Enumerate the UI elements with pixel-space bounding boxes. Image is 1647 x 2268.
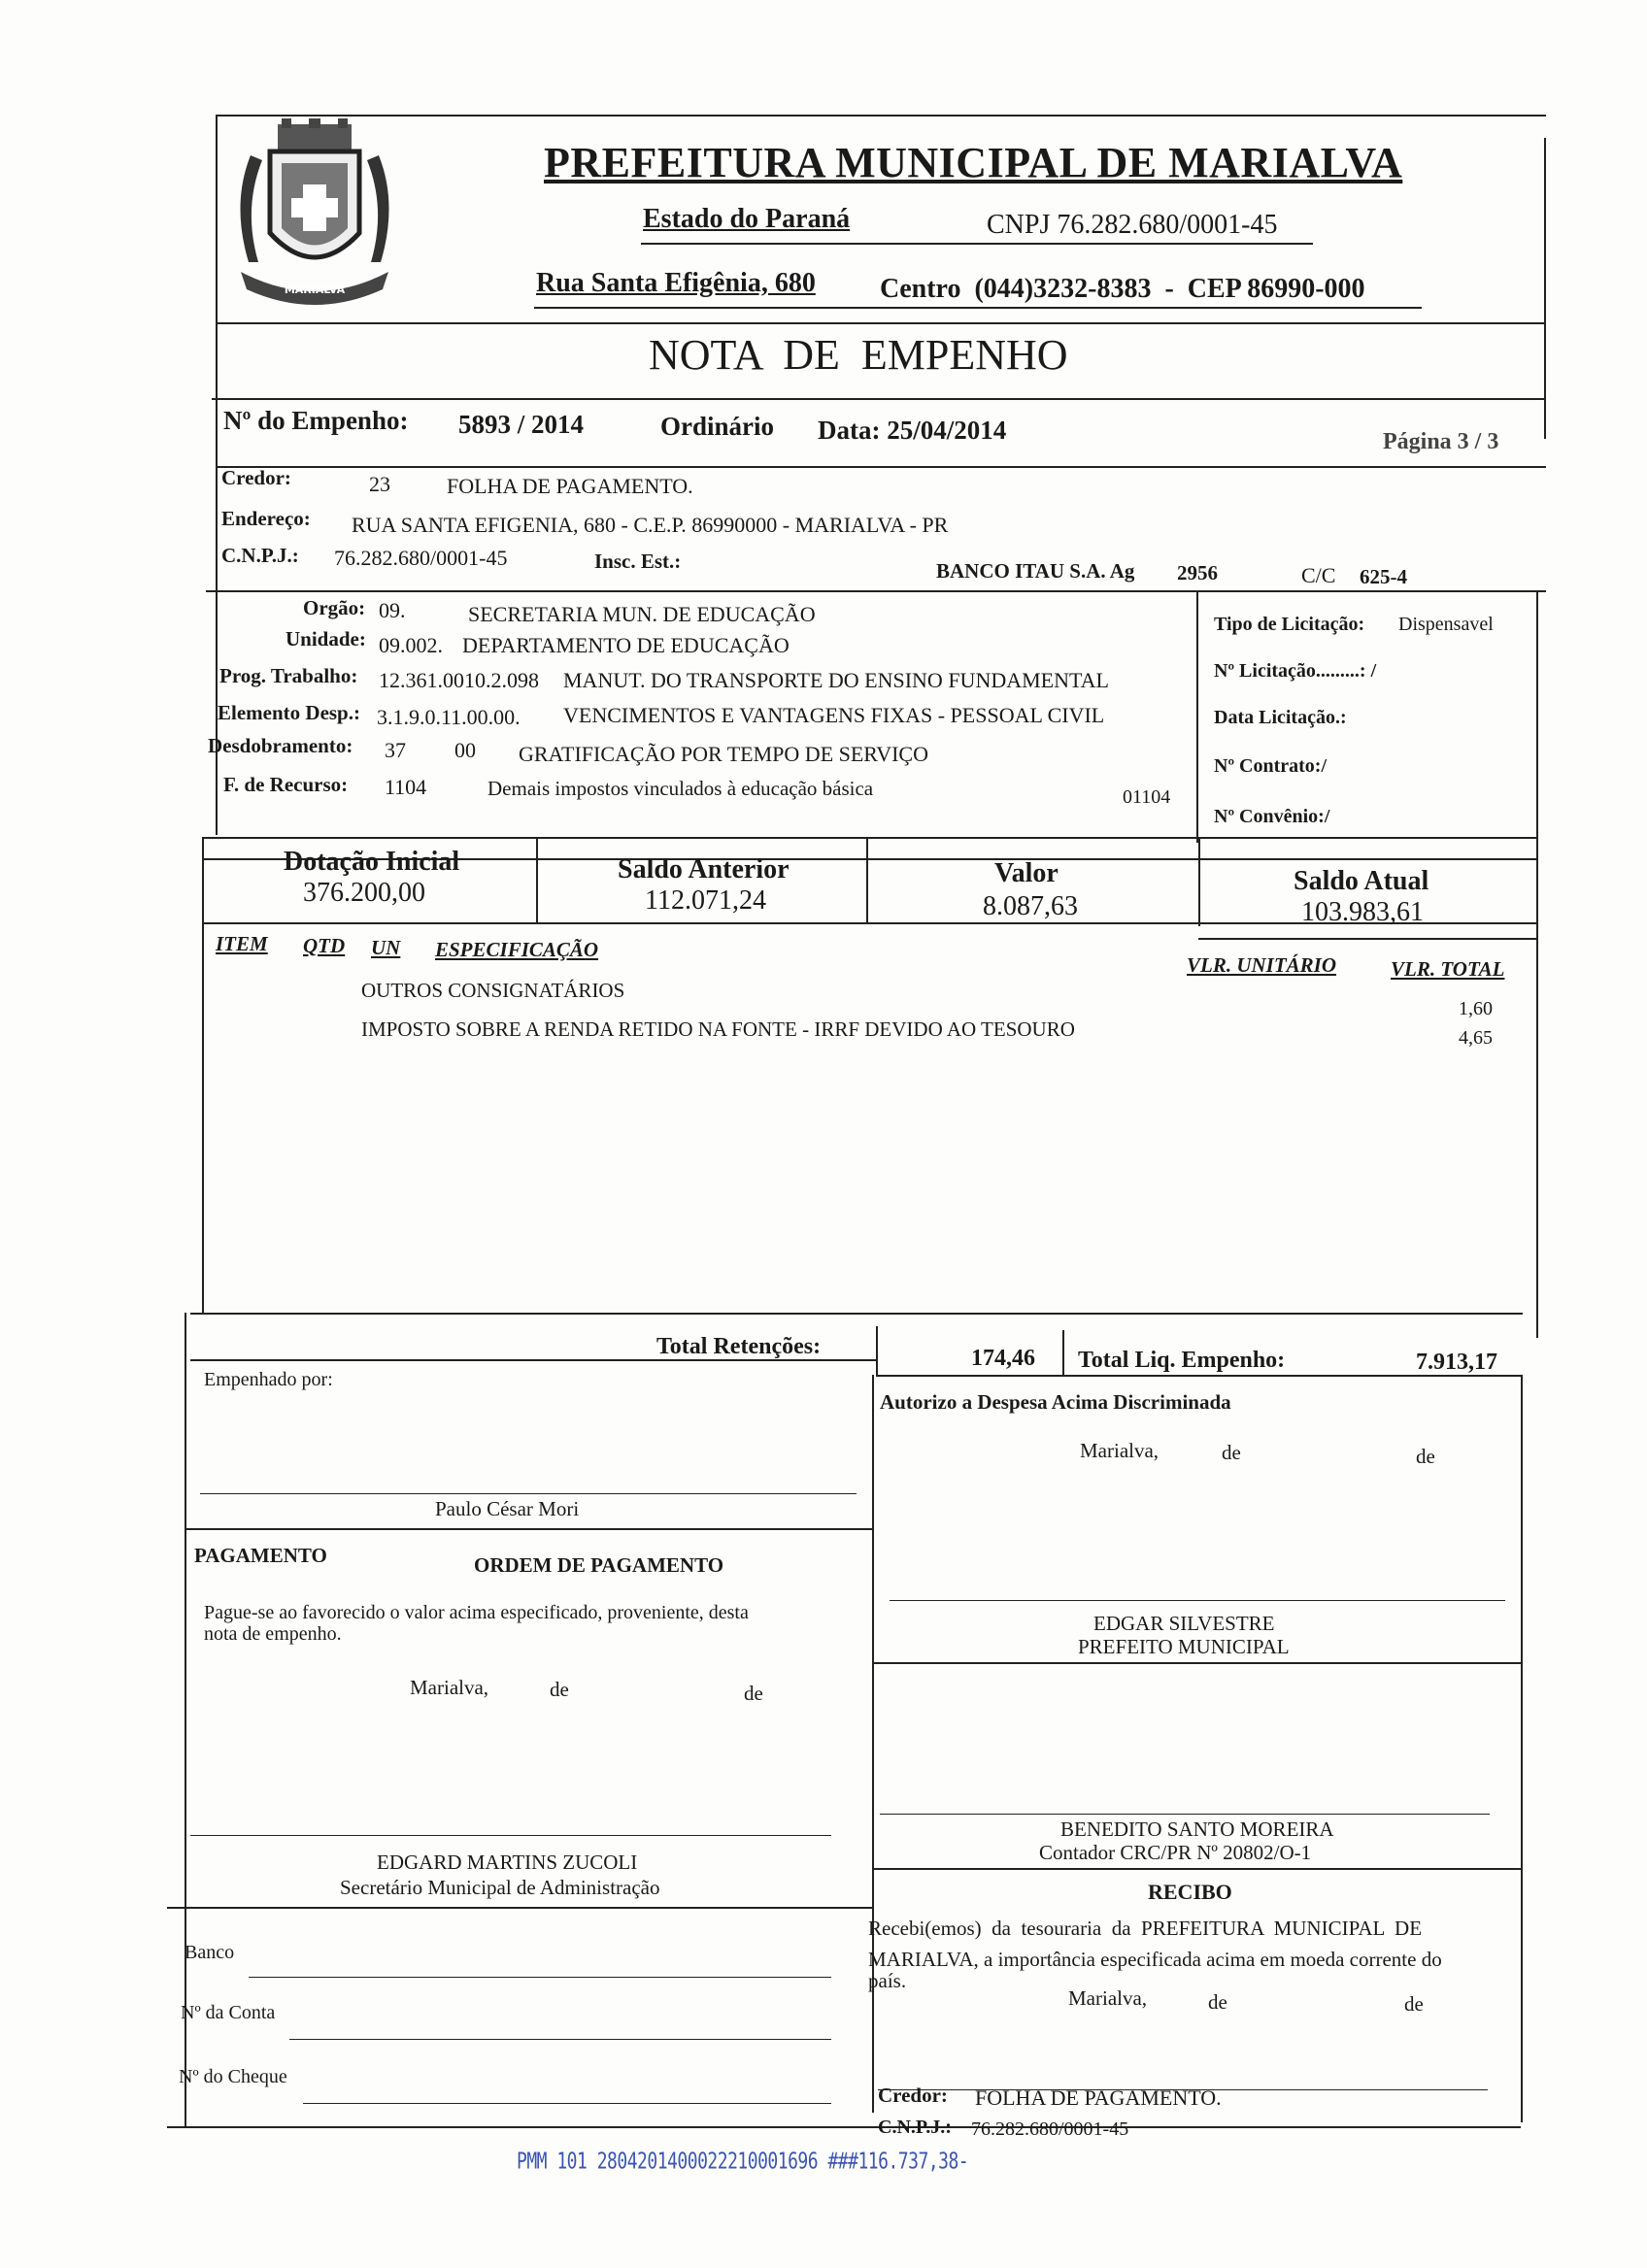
licitacao-tipo-value: Dispensavel [1398,614,1494,635]
credor-code: 23 [369,472,390,496]
rec-label: F. de Recurso: [223,773,349,796]
bank-agency: 2956 [1177,561,1218,584]
recibo-text-2: MARIALVA, a importância especificada acima em moeda corrente do [868,1948,1442,1971]
autorizo-marialva: Marialva, [1080,1439,1160,1462]
pagamento-de-1: de [550,1678,569,1701]
header-cnpj: CNPJ 76.282.680/0001-45 [987,210,1278,240]
dotacao-label: Dotação Inicial [284,847,460,877]
saldo-atual-label: Saldo Atual [1294,866,1429,896]
pagamento-de-2: de [744,1682,763,1705]
items-header-vlr-unit: VLR. UNITÁRIO [1187,953,1337,977]
header-address: Rua Santa Efigênia, 680 [536,268,816,298]
items-header-qtd: QTD [303,934,346,957]
print-stamp: PMM 101 2804201400022210001696 ###116.737,38- [517,2148,969,2176]
recibo-title: RECIBO [1148,1880,1232,1904]
prog-name: MANUT. DO TRANSPORTE DO ENSINO FUNDAMENTAL [563,668,1109,692]
secretario-role: Secretário Municipal de Administração [340,1876,660,1899]
autorizo-de-1: de [1222,1441,1241,1464]
cnpj-label: C.N.P.J.: [221,544,299,567]
unidade-code: 09.002. [379,633,443,657]
elem-name: VENCIMENTOS E VANTAGENS FIXAS - PESSOAL CIVIL [563,703,1105,727]
retencoes-label: Total Retenções: [656,1334,822,1359]
items-header-item: ITEM [216,932,268,955]
credor-label: Credor: [221,466,291,489]
header-title: PREFEITURA MUNICIPAL DE MARIALVA [544,139,1403,186]
contador-name: BENEDITO SANTO MOREIRA [1060,1818,1334,1841]
pagamento-label: PAGAMENTO [194,1544,327,1567]
credor-address: RUA SANTA EFIGENIA, 680 - C.E.P. 86990000 - MARIALVA - PR [352,513,949,537]
rec-code: 1104 [385,775,427,799]
empenho-number: 5893 / 2014 [458,410,585,439]
pague-text-1: Pague-se ao favorecido o valor acima especificado, proveniente, desta [204,1602,749,1623]
recibo-marialva: Marialva, [1068,1986,1148,2010]
recibo-text-3: país. [868,1969,907,1992]
recibo-de-2: de [1404,1992,1424,2016]
recibo-text-1: Recebi(emos) da tesouraria da PREFEITURA MUNICIPAL DE [868,1917,1423,1940]
pagamento-marialva: Marialva, [410,1676,489,1699]
licitacao-contrato: Nº Contrato:/ [1214,755,1328,777]
rec-extra: 01104 [1123,786,1171,808]
elem-code: 3.1.9.0.11.00.00. [377,705,521,729]
header-address-rest: Centro (044)3232-8383 - CEP 86990-000 [880,274,1365,304]
desd-sub: 00 [454,738,476,762]
desd-code: 37 [385,738,406,762]
document-title: NOTA DE EMPENHO [649,331,1068,379]
orgao-label: Orgão: [303,596,366,619]
empenho-label: Nº do Empenho: [223,406,409,435]
autorizo-de-2: de [1416,1445,1435,1468]
orgao-name: SECRETARIA MUN. DE EDUCAÇÃO [468,602,816,626]
footer-credor-label: Credor: [878,2084,948,2107]
empenho-date: Data: 25/04/2014 [818,416,1007,445]
prefeito-name: EDGAR SILVESTRE [1093,1612,1275,1635]
bank-name: BANCO ITAU S.A. Ag [936,559,1135,583]
recibo-de-1: de [1208,1990,1227,2014]
unidade-label: Unidade: [286,627,366,650]
total-liquido-value: 7.913,17 [1416,1350,1497,1375]
cc-number: 625-4 [1360,565,1407,588]
desd-label: Desdobramento: [208,734,353,757]
valor-label: Valor [994,858,1059,888]
dotacao-value: 376.200,00 [303,878,425,908]
cheque-label: Nº do Cheque [179,2066,287,2087]
empenho-page: Página 3 / 3 [1383,429,1499,454]
secretario-name: EDGARD MARTINS ZUCOLI [377,1851,638,1874]
cc-label: C/C [1301,563,1336,587]
licitacao-numero: Nº Licitação.........: / [1214,660,1377,682]
credor-cnpj: 76.282.680/0001-45 [334,546,508,570]
svg-text:MARIALVA: MARIALVA [284,284,346,296]
prog-label: Prog. Trabalho: [219,664,358,687]
credor-name: FOLHA DE PAGAMENTO. [447,474,693,498]
items-header-espec: ESPECIFICAÇÃO [435,938,599,961]
autorizo-label: Autorizo a Despesa Acima Discriminada [880,1390,1231,1414]
elem-label: Elemento Desp.: [218,701,360,724]
licitacao-tipo-label: Tipo de Licitação: [1214,614,1365,635]
item-line-1: OUTROS CONSIGNATÁRIOS [361,979,625,1002]
total-liquido-label: Total Liq. Empenho: [1078,1348,1286,1373]
item-value-2: 4,65 [1459,1027,1493,1049]
footer-cnpj-label: C.N.P.J.: [878,2117,952,2138]
empenhado-name: Paulo César Mori [435,1497,580,1520]
orgao-code: 09. [379,598,406,622]
rec-name: Demais impostos vinculados à educação básica [487,777,874,800]
item-line-2: IMPOSTO SOBRE A RENDA RETIDO NA FONTE - IRRF DEVIDO AO TESOURO [361,1017,1075,1041]
footer-credor-name: FOLHA DE PAGAMENTO. [975,2085,1222,2110]
valor-value: 8.087,63 [983,891,1078,921]
ordem-pagamento-label: ORDEM DE PAGAMENTO [474,1553,724,1577]
header-state: Estado do Paraná [643,204,851,234]
item-value-1: 1,60 [1459,998,1493,1019]
saldo-atual-value: 103.983,61 [1301,897,1424,927]
retencoes-value: 174,46 [971,1346,1035,1371]
licitacao-data: Data Licitação.: [1214,707,1347,728]
contador-role: Contador CRC/PR Nº 20802/O-1 [1039,1841,1312,1864]
insc-label: Insc. Est.: [594,550,682,573]
saldo-anterior-label: Saldo Anterior [618,854,790,884]
licitacao-convenio: Nº Convênio:/ [1214,806,1330,827]
items-header-vlr-total: VLR. TOTAL [1391,957,1505,981]
address-label: Endereço: [221,507,311,530]
pague-text-2: nota de empenho. [204,1623,342,1645]
unidade-name: DEPARTAMENTO DE EDUCAÇÃO [462,633,790,657]
prog-code: 12.361.0010.2.098 [379,668,539,692]
saldo-anterior-value: 112.071,24 [645,885,766,916]
coat-of-arms-logo [221,117,408,316]
prefeito-role: PREFEITO MUNICIPAL [1078,1635,1290,1658]
empenho-type: Ordinário [660,412,775,441]
conta-label: Nº da Conta [181,2002,276,2023]
banco-label: Banco [185,1942,235,1963]
items-header-un: UN [371,936,401,959]
empenhado-label: Empenhado por: [204,1369,333,1390]
desd-name: GRATIFICAÇÃO POR TEMPO DE SERVIÇO [519,742,928,766]
footer-cnpj: 76.282.680/0001-45 [971,2118,1129,2140]
